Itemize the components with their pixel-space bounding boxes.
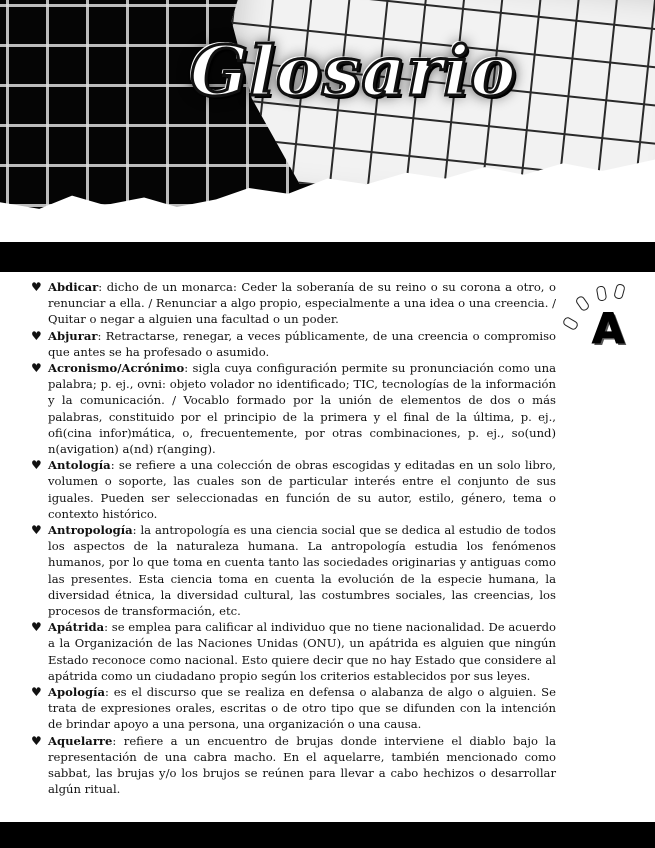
exclamation-mark-icon: [575, 295, 591, 312]
glossary-entry: [31, 328, 556, 360]
header-divider-band: [0, 242, 655, 272]
section-letter: A: [592, 304, 625, 353]
glossary-entry: [31, 684, 556, 733]
heart-bullet-icon: ♥: [31, 685, 42, 700]
glossary-entry: [31, 457, 556, 522]
glossary-term: Antología: [48, 458, 111, 473]
heart-bullet-icon: ♥: [31, 458, 42, 473]
heart-bullet-icon: ♥: [31, 733, 42, 748]
glossary-term: Apología: [48, 685, 105, 700]
glossary-definition: : dicho de un monarca: Ceder la soberanía de su reino o su corona a otro, o renunciar a ella. / Renunciar a algo propio, especialmente a una idea o una creencia. / Quitar o negar a alguien una facultad o un poder.: [48, 280, 556, 327]
glossary-term: Abjurar: [48, 328, 98, 343]
glossary-definition: : Retractarse, renegar, a veces públicamente, de una creencia o compromiso que antes se ha profesado o asumido.: [48, 328, 556, 359]
heart-bullet-icon: ♥: [31, 620, 42, 635]
heart-bullet-icon: ♥: [31, 280, 42, 294]
glossary-entry: [31, 279, 556, 328]
exclamation-mark-icon: [562, 316, 579, 331]
exclamation-mark-icon: [596, 285, 607, 301]
glossary-entry: [31, 619, 556, 684]
glossary-entry: [31, 360, 556, 457]
glossary-term: Antropología: [48, 523, 133, 538]
glossary-definition: : es el discurso que se realiza en defensa o alabanza de algo o alguien. Se trata de expresiones orales, escritas o de otro tipo que se difunden con la intención de brindar apoyo a una persona, una organización o una causa.: [48, 685, 556, 732]
exclamation-mark-icon: [613, 283, 626, 300]
glossary-term: Apátrida: [48, 620, 105, 635]
glossary-definition: : sigla cuya configuración permite su pronunciación como una palabra; p. ej., ovni: objeto volador no identificado; TIC, tecnologías de la información y la comunicación. / Vocablo formado por la unión de elementos de dos o más palabras, constituido por el principio de la primera y el final de la última, p. ej., ofi(cina infor)mática, o, frecuentemente, por otras combinaciones, p. ej., so(und) n(avigation) a(nd) r(anging).: [48, 361, 556, 457]
header-banner: [0, 0, 655, 262]
heart-bullet-icon: ♥: [31, 328, 42, 343]
glossary-definition: : se emplea para calificar al individuo que no tiene nacionalidad. De acuerdo a la Organización de las Naciones Unidas (ONU), un apátrida es alguien que ningún Estado reconoce como nacional. Esto quiere decir que no hay Estado que considere al apátrida como un ciudadano propio según los criterios establecidos por sus leyes.: [48, 620, 556, 683]
footer-band: [0, 822, 655, 848]
section-letter-badge: [562, 280, 642, 360]
heart-bullet-icon: ♥: [31, 523, 42, 538]
glossary-entry: [31, 522, 556, 619]
glossary-definition: : la antropología es una ciencia social que se dedica al estudio de todos los aspectos de la naturaleza humana. La antropología estudia los fenómenos humanos, por lo que toma en cuenta tanto las sociedades originarias y antiguas como las presentes. Esta ciencia toma en cuenta la evolución de la especie humana, la diversidad étnica, la diversidad cultural, las costumbres sociales, las creencias, los procesos de transformación, etc.: [48, 523, 556, 619]
glossary-list: [31, 279, 556, 798]
glossary-term: Aquelarre: [48, 733, 113, 748]
glossary-definition: : se refiere a una colección de obras escogidas y editadas en un solo libro, volumen o soporte, las cuales son de particular interés entre el conjunto de sus iguales. Pueden ser seleccionadas en función de su autor, estilo, género, tema o contexto histórico.: [48, 458, 556, 521]
glossary-entry: [31, 733, 556, 798]
glossary-definition: : refiere a un encuentro de brujas donde interviene el diablo bajo la representación de una cabra macho. En el aquelarre, también mencionado como sabbat, las brujas y/o los brujos se reúnen para llevar a cabo hechizos o desarrollar algún ritual.: [48, 733, 556, 797]
heart-bullet-icon: ♥: [31, 361, 42, 376]
page-title: Glosario: [190, 32, 517, 112]
glossary-term: Abdicar: [48, 280, 99, 294]
glossary-term: Acronismo/Acrónimo: [48, 361, 185, 376]
